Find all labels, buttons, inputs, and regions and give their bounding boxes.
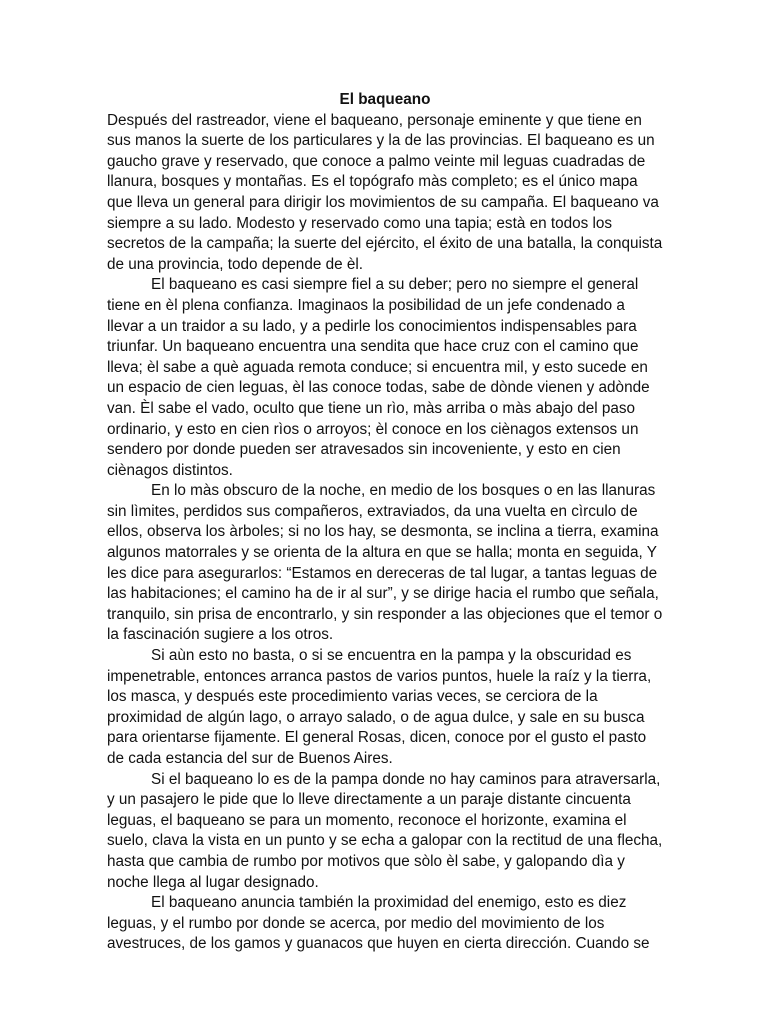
paragraph: En lo màs obscuro de la noche, en medio de los bosques o en las llanuras sin lìmites, perdidos sus compañeros, extraviados, da una vuelta en cìrculo de ellos, observa los àrboles; si no los hay, se desmonta, se inclina a tierra, examina algunos matorrales y se orienta de la altura en que se halla; monta en seguida, Y les dice para asegurarlos: “Estamos en dereceras de tal lugar, a tantas leguas de las habitaciones; el camino ha de ir al sur”, y se dirige hacia el rumbo que señala, tranquilo, sin prisa de encontrarlo, y sin responder a las objeciones que el temor o la fascinación sugiere a los otros. bbox=[107, 482, 663, 644]
document-page bbox=[107, 90, 663, 955]
paragraph: El baqueano es casi siempre fiel a su deber; pero no siempre el general tiene en èl plena confianza. Imaginaos la posibilidad de un jefe condenado a llevar a un traidor a su lado, y a pedirle los conocimientos indispensables para triunfar. Un baqueano encuentra una sendita que hace cruz con el camino que lleva; èl sabe a què aguada remota conduce; si encuentra mil, y esto sucede en un espacio de cien leguas, èl las conoce todas, sabe de dònde vienen y adònde van. Èl sabe el vado, oculto que tiene un rìo, màs arriba o màs abajo del paso ordinario, y esto en cien rìos o arroyos; èl conoce en los ciènagos extensos un sendero por donde pueden ser atravesados sin incoveniente, y esto en cien ciènagos distintos. bbox=[107, 276, 650, 479]
paragraph: Si aùn esto no basta, o si se encuentra en la pampa y la obscuridad es impenetrable, entonces arranca pastos de varios puntos, huele la raíz y la tierra, los masca, y después este procedimiento varias veces, se cerciora de la proximidad de algún lago, o arrayo salado, o de agua dulce, y sale en su busca para orientarse fijamente. El general Rosas, dicen, conoce por el gusto el pasto de cada estancia del sur de Buenos Aires. bbox=[107, 647, 652, 767]
document-title: El baqueano bbox=[339, 91, 431, 108]
paragraph: Si el baqueano lo es de la pampa donde no hay caminos para atraversarla, y un pasajero le pide que lo lleve directamente a un paraje distante cincuenta leguas, el baqueano se para un momento, reconoce el horizonte, examina el suelo, clava la vista en un punto y se echa a galopar con la rectitud de una flecha, hasta que cambia de rumbo por motivos que sòlo èl sabe, y galopando dìa y noche llega al lugar designado. bbox=[107, 770, 663, 891]
paragraph: El baqueano anuncia también la proximidad del enemigo, esto es diez leguas, y el rumbo por donde se acerca, por medio del movimiento de los avestruces, de los gamos y guanacos que huyen en cierta dirección. Cuando se bbox=[107, 894, 650, 953]
paragraph: Después del rastreador, viene el baqueano, personaje eminente y que tiene en sus manos la suerte de los particulares y la de las provincias. El baqueano es un gaucho grave y reservado, que conoce a palmo veinte mil leguas cuadradas de llanura, bosques y montañas. Es el topógrafo màs completo; es el único mapa que lleva un general para dirigir los movimientos de su campaña. El baqueano va siempre a su lado. Modesto y reservado como una tapia; està en todos los secretos de la campaña; la suerte del ejército, el éxito de una batalla, la conquista de una provincia, todo depende de èl. bbox=[107, 111, 663, 273]
